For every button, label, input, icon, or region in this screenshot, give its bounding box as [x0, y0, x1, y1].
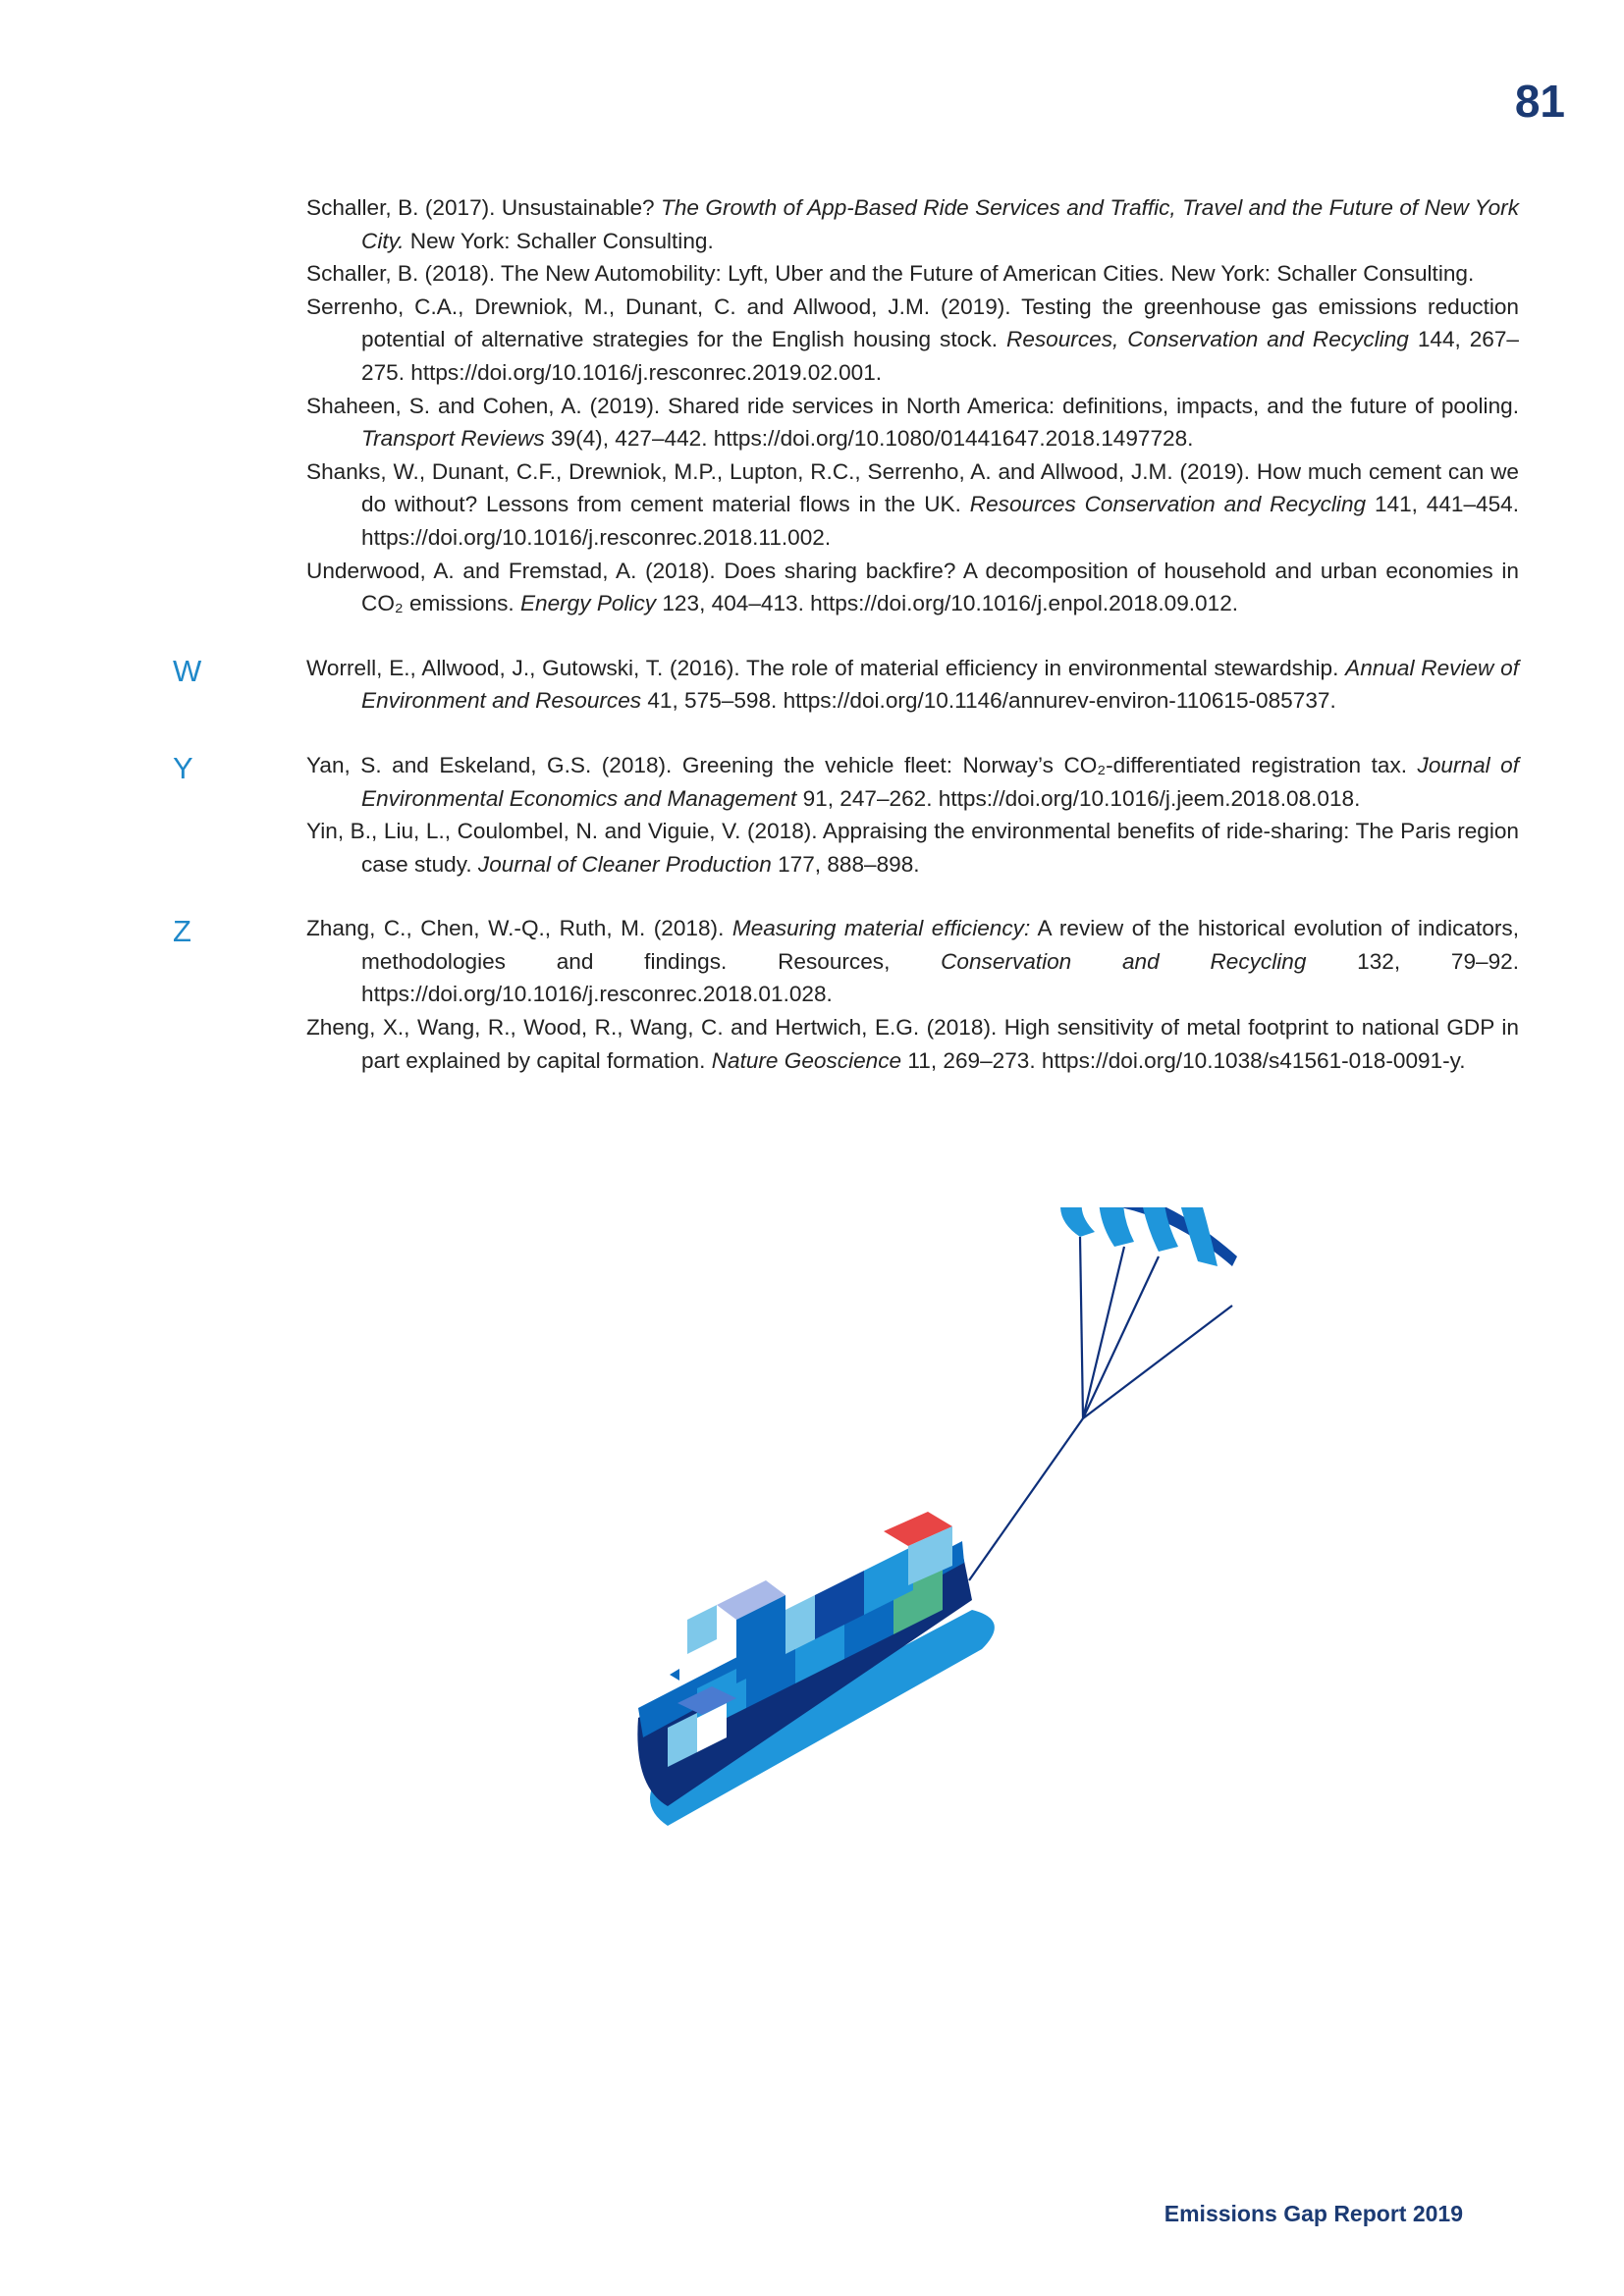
reference-entry — [306, 455, 1519, 555]
reference-entry — [306, 1011, 1519, 1077]
reference-text: Shanks, W., Dunant, C.F., Drewniok, M.P., Lupton, R.C., Serrenho, A. and Allwood, J.M. (2019). How much cement can we do without? Lessons from cement material flows in the UK. — [306, 458, 1519, 517]
reference-entry — [306, 749, 1519, 815]
reference-title: Energy Policy — [519, 591, 657, 616]
reference-text: Schaller, B. (2018). The New Automobility: Lyft, Uber and the Future of American Cities. New York: Schaller Consulting. — [306, 261, 1475, 287]
reference-title: Nature Geoscience — [711, 1047, 902, 1073]
reference-text: 144, 267–275. https://doi.org/10.1016/j.resconrec.2019.02.001. — [361, 327, 1519, 385]
section-letter: W — [173, 653, 202, 688]
reference-group — [0, 191, 1624, 620]
reference-list — [0, 191, 1624, 1108]
reference-text: A review of the historical evolution of indicators, methodologies and findings. Resources, — [361, 916, 1519, 974]
reference-title: Measuring material efficiency: — [731, 916, 1031, 941]
reference-title: Resources, Conservation and Recycling — [1006, 327, 1409, 352]
reference-text: 91, 247–262. https://doi.org/10.1016/j.jeem.2018.08.018. — [796, 785, 1361, 811]
reference-group — [0, 749, 1624, 881]
reference-text: 141, 441–454. https://doi.org/10.1016/j.resconrec.2018.11.002. — [361, 492, 1520, 550]
reference-entry — [306, 390, 1519, 455]
reference-title: Conservation and Recycling — [941, 948, 1307, 974]
reference-text: Yan, S. and Eskeland, G.S. (2018). Greening the vehicle fleet: Norway’s CO₂-differentiated registration tax. — [306, 752, 1418, 777]
reference-group — [0, 912, 1624, 1077]
reference-text: 11, 269–273. https://doi.org/10.1038/s41561-018-0091-y. — [901, 1047, 1466, 1073]
reference-text: 41, 575–598. https://doi.org/10.1146/annurev-environ-110615-085737. — [641, 688, 1336, 714]
reference-entry — [306, 912, 1519, 1011]
reference-group — [0, 652, 1624, 718]
reference-text: Yin, B., Liu, L., Coulombel, N. and Viguie, V. (2018). Appraising the environmental benefits of ride-sharing: The Paris region case study. — [306, 819, 1519, 877]
reference-text: Underwood, A. and Fremstad, A. (2018). Does sharing backfire? A decomposition of household and urban economies in CO₂ emissions. — [306, 558, 1519, 616]
ship-kite-illustration — [373, 1207, 1316, 2071]
reference-entry — [306, 257, 1519, 291]
kite-canopy — [1060, 1207, 1237, 1266]
reference-text: 177, 888–898. — [771, 851, 920, 877]
reference-text: Worrell, E., Allwood, J., Gutowski, T. (2016). The role of material efficiency in environmental stewardship. — [306, 655, 1346, 680]
reference-title: Transport Reviews — [361, 426, 545, 452]
reference-text: Serrenho, C.A., Drewniok, M., Dunant, C. and Allwood, J.M. (2019). Testing the greenhouse gas emissions reduction potential of alternative strategies for the English housing stock. — [306, 294, 1519, 352]
reference-title: Journal of Environmental Economics and Management — [361, 752, 1519, 811]
section-letter: Y — [173, 750, 193, 785]
reference-title: The Growth of App-Based Ride Services and Traffic, Travel and the Future of New York City. — [361, 195, 1520, 253]
reference-entry — [306, 191, 1519, 257]
reference-text: 123, 404–413. https://doi.org/10.1016/j.enpol.2018.09.012. — [656, 591, 1239, 616]
reference-title: Journal of Cleaner Production — [477, 851, 772, 877]
reference-text: Shaheen, S. and Cohen, A. (2019). Shared ride services in North America: definitions, impacts, and the future of pooling. — [306, 393, 1519, 418]
reference-entry — [306, 652, 1519, 718]
section-letter: Z — [173, 914, 191, 949]
ship — [637, 1512, 994, 1826]
reference-entry — [306, 815, 1519, 881]
page-number: 81 — [1514, 76, 1565, 127]
footer-title: Emissions Gap Report 2019 — [1164, 2201, 1463, 2226]
reference-text: New York: Schaller Consulting. — [404, 228, 714, 253]
reference-text: 132, 79–92. https://doi.org/10.1016/j.resconrec.2018.01.028. — [361, 948, 1519, 1007]
reference-title: Annual Review of Environment and Resources — [361, 655, 1519, 714]
reference-title: Resources Conservation and Recycling — [969, 492, 1367, 517]
reference-entry — [306, 555, 1519, 620]
reference-text: 39(4), 427–442. https://doi.org/10.1080/01441647.2018.1497728. — [544, 426, 1194, 452]
reference-text: Zheng, X., Wang, R., Wood, R., Wang, C. and Hertwich, E.G. (2018). High sensitivity of metal footprint to national GDP in part explained by capital formation. — [306, 1015, 1519, 1073]
kite-lines — [969, 1237, 1232, 1580]
reference-entry — [306, 291, 1519, 390]
reference-text: Schaller, B. (2017). Unsustainable? — [306, 195, 662, 220]
reference-text: Zhang, C., Chen, W.-Q., Ruth, M. (2018). — [306, 916, 732, 941]
